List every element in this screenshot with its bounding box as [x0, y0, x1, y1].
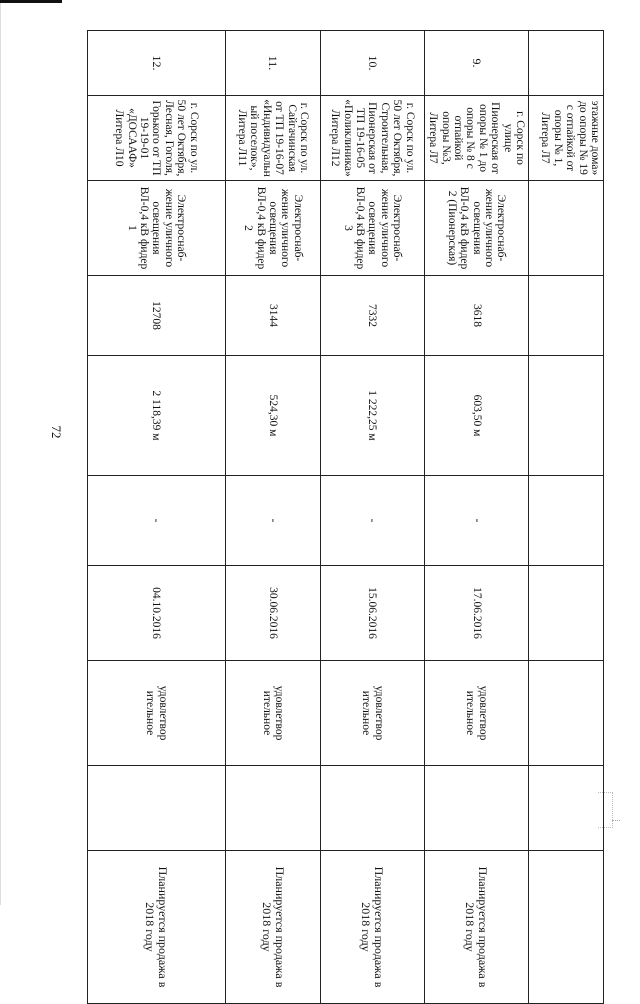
cell-cadastral [529, 276, 604, 356]
cell-num: 12. [87, 31, 225, 96]
cell-note [529, 766, 604, 851]
cell-condition: удовлетвор ительное [320, 661, 424, 766]
cell-date: 17.06.2016 [424, 566, 528, 661]
cell-location: этажные дома» до опоры № 19 с отпайкой от опоры № 1, Литера Л7 [529, 96, 604, 181]
cell-condition: удовлетвор ительное [225, 661, 320, 766]
cell-note [424, 766, 528, 851]
cell-date: 04.10.2016 [87, 566, 225, 661]
property-table [87, 30, 604, 1004]
cell-cadastral: 3618 [424, 276, 528, 356]
header-rule [0, 0, 62, 3]
cell-note [225, 766, 320, 851]
cell-plan: Планируется продажа в 2018 году [320, 851, 424, 1004]
table-row [320, 31, 424, 1004]
scan-edge [0, 0, 1, 905]
cell-date: 30.06.2016 [225, 566, 320, 661]
cell-location: г. Сорск по ул. 50 лет Октября, Лесная, Гоголя, Горького от ТП 19-19-01 «ДОСААФ» Литера Л10 [87, 96, 225, 181]
cell-cadastral: 12708 [87, 276, 225, 356]
cell-num: 10. [320, 31, 424, 96]
cell-note [320, 766, 424, 851]
cell-purpose [529, 181, 604, 276]
scan-artifact [612, 820, 620, 822]
cell-cadastral: 3144 [225, 276, 320, 356]
cell-extra: - [320, 476, 424, 566]
cell-cadastral: 7332 [320, 276, 424, 356]
cell-num: 9. [424, 31, 528, 96]
cell-length: 524,30 м [225, 356, 320, 476]
cell-location: г. Сорск по ул. Сайгачинская от ТП 19-16-07 «Индивидуальн ый поселок», Литера Л11 [225, 96, 320, 181]
cell-plan: Планируется продажа в 2018 году [225, 851, 320, 1004]
cell-location: г. Сорск по ул. 50 лет Октября, Строительная, Пионерская от ТП 19-16-05 «Поликлиника» Литера Л12 [320, 96, 424, 181]
cell-num: 11. [225, 31, 320, 96]
cell-extra [529, 476, 604, 566]
page-number: 72 [49, 425, 64, 439]
cell-extra: - [87, 476, 225, 566]
cell-length: 1 222,25 м [320, 356, 424, 476]
cell-date [529, 566, 604, 661]
cell-condition: удовлетвор ительное [87, 661, 225, 766]
table-row [225, 31, 320, 1004]
cell-plan: Планируется продажа в 2018 году [424, 851, 528, 1004]
cell-purpose: Электроснаб-жение уличного освещения ВЛ-0,4 кВ фидер 2 (Пионерская) [424, 181, 528, 276]
property-table-rotated [90, 30, 604, 988]
cell-note [87, 766, 225, 851]
cell-plan: Планируется продажа в 2018 году [87, 851, 225, 1004]
table-row [424, 31, 528, 1004]
cell-purpose: Электроснаб-жение уличного освещения ВЛ-0,4 кВ фидер 1 [87, 181, 225, 276]
cell-num [529, 31, 604, 96]
cell-length [529, 356, 604, 476]
table-row-continuation [529, 31, 604, 1004]
cell-purpose: Электроснаб-жение уличного освещения ВЛ-0,4 кВ фидер 2 [225, 181, 320, 276]
cell-length: 2 118,39 м [87, 356, 225, 476]
cell-condition [529, 661, 604, 766]
cell-length: 603,50 м [424, 356, 528, 476]
cell-purpose: Электроснаб-жение уличного освещения ВЛ-0,4 кВ фидер 3 [320, 181, 424, 276]
cell-condition: удовлетвор ительное [424, 661, 528, 766]
table-row [87, 31, 225, 1004]
cell-location: г. Сорск по улице Пионерская от опоры № 1 до опоры № 8 с отпайкой опоры №3, Литера Л7 [424, 96, 528, 181]
cell-date: 15.06.2016 [320, 566, 424, 661]
cell-extra: - [424, 476, 528, 566]
cell-extra: - [225, 476, 320, 566]
cell-plan [529, 851, 604, 1004]
